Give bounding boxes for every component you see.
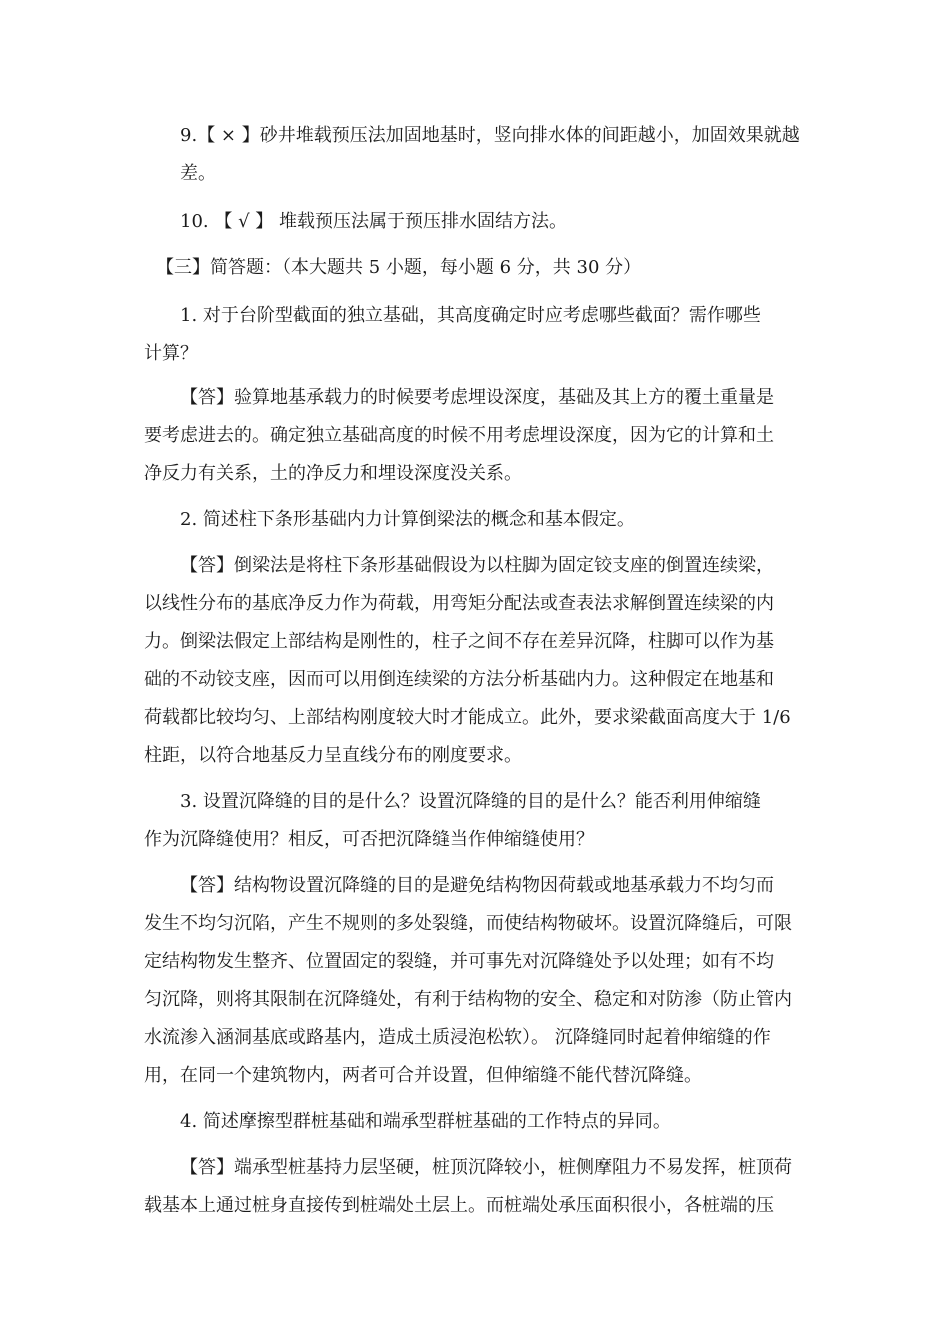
a2-line4: 础的不动铰支座，因而可以用倒连续梁的方法分析基础内力。这种假定在地基和 — [144, 669, 774, 690]
q1-line2: 计算？ — [144, 343, 198, 364]
a3-line2: 发生不均匀沉陷，产生不规则的多处裂缝，而使结构物破坏。设置沉降缝后，可限 — [144, 913, 792, 934]
q3-line2: 作为沉降缝使用？相反，可否把沉降缝当作伸缩缝使用？ — [144, 829, 594, 850]
judgment-q10-number: 10. — [180, 211, 209, 232]
a1-line2: 要考虑进去的。确定独立基础高度的时候不用考虑埋设深度，因为它的计算和土 — [144, 425, 774, 446]
a3-line6: 用，在同一个建筑物内，两者可合并设置，但伸缩缝不能代替沉降缝。 — [144, 1065, 702, 1086]
judgment-q9-number: 9. — [180, 125, 198, 146]
judgment-q9-line2: 差。 — [180, 163, 216, 184]
a3-line1: 【答】结构物设置沉降缝的目的是避免结构物因荷载或地基承载力不均匀而 — [180, 875, 774, 896]
judgment-q9-line1 — [180, 124, 800, 148]
q1-line1: 1. 对于台阶型截面的独立基础，其高度确定时应考虑哪些截面？需作哪些 — [180, 305, 761, 326]
q2-line1: 2. 简述柱下条形基础内力计算倒梁法的概念和基本假定。 — [180, 509, 635, 530]
a2-line1: 【答】倒梁法是将柱下条形基础假设为以柱脚为固定铰支座的倒置连续梁， — [180, 555, 774, 576]
a1-line1: 【答】验算地基承载力的时候要考虑埋设深度，基础及其上方的覆土重量是 — [180, 387, 774, 408]
section3-heading: 【三】简答题：（本大题共 5 小题，每小题 6 分，共 30 分） — [156, 257, 642, 278]
a3-line4: 匀沉降，则将其限制在沉降缝处，有利于结构物的安全、稳定和对防渗（防止管内 — [144, 989, 792, 1010]
a2-line2: 以线性分布的基底净反力作为荷载，用弯矩分配法或查表法求解倒置连续梁的内 — [144, 593, 774, 614]
judgment-q9-mark: 【 × 】 — [197, 125, 260, 146]
a3-line3: 定结构物发生整齐、位置固定的裂缝，并可事先对沉降缝处予以处理；如有不均 — [144, 951, 774, 972]
q4-line1: 4. 简述摩擦型群桩基础和端承型群桩基础的工作特点的异同。 — [180, 1111, 671, 1132]
a4-line1: 【答】端承型桩基持力层坚硬，桩顶沉降较小，桩侧摩阻力不易发挥，桩顶荷 — [180, 1157, 792, 1178]
a2-line3: 力。倒梁法假定上部结构是刚性的，柱子之间不存在差异沉降，柱脚可以作为基 — [144, 631, 774, 652]
a3-line5: 水流渗入涵洞基底或路基内，造成土质浸泡松软）。 沉降缝同时起着伸缩缝的作 — [144, 1027, 771, 1048]
a1-line3: 净反力有关系，土的净反力和埋设深度没关系。 — [144, 463, 522, 484]
judgment-q10-text: 堆载预压法属于预压排水固结方法。 — [279, 211, 568, 232]
judgment-q9-text: 砂井堆载预压法加固地基时，竖向排水体的间距越小，加固效果就越 — [259, 125, 800, 146]
a4-line2: 载基本上通过桩身直接传到桩端处土层上。而桩端处承压面积很小，各桩端的压 — [144, 1195, 774, 1216]
a2-line5: 荷载都比较均匀、上部结构刚度较大时才能成立。此外，要求梁截面高度大于 1/6 — [144, 707, 791, 728]
judgment-q10-line — [180, 210, 567, 234]
q3-line1: 3. 设置沉降缝的目的是什么？设置沉降缝的目的是什么？能否利用伸缩缝 — [180, 791, 761, 812]
judgment-q10-mark: 【 √ 】 — [214, 211, 274, 232]
a2-line6: 柱距，以符合地基反力呈直线分布的刚度要求。 — [144, 745, 522, 766]
